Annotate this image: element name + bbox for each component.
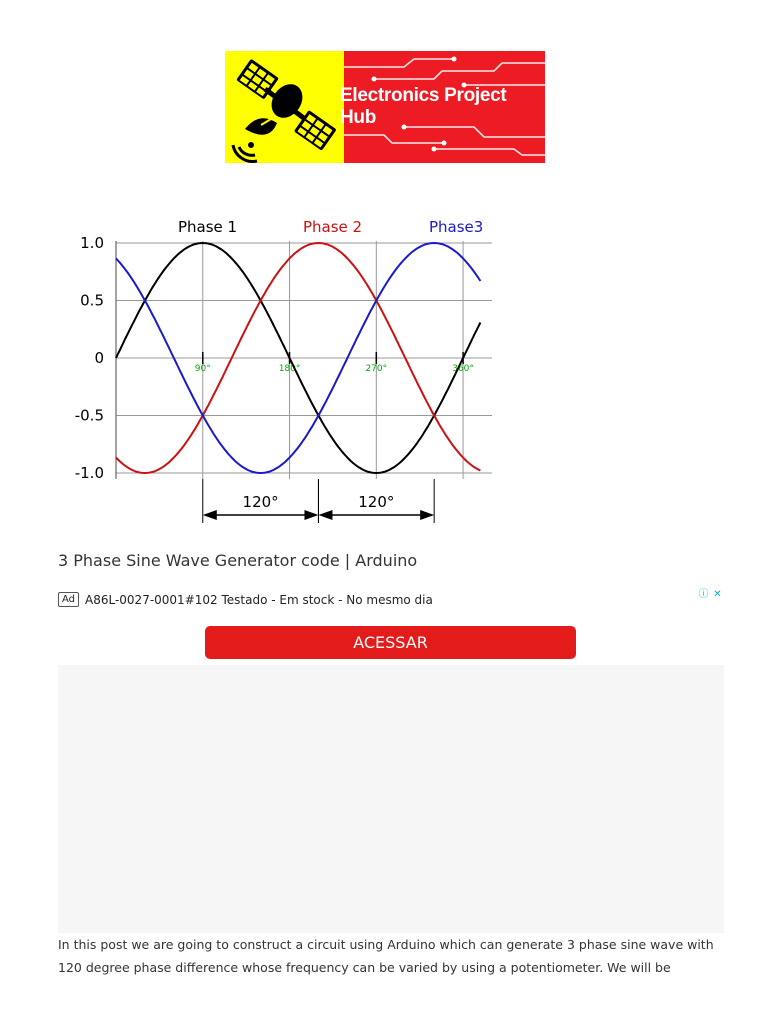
legend-entry-3: Phase3	[429, 218, 484, 236]
satellite-icon	[225, 51, 344, 163]
three-phase-chart-svg	[58, 209, 528, 538]
y-tick-label: -1.0	[74, 464, 104, 482]
ad-banner[interactable]	[58, 586, 724, 664]
annotation-label: 120°	[358, 493, 395, 511]
legend-entry-1: Phase 1	[178, 218, 238, 236]
annotation-arrowhead-left	[318, 510, 332, 520]
annotation-label: 120°	[242, 493, 279, 511]
figure-caption: 3 Phase Sine Wave Generator code | Arduino	[58, 551, 418, 570]
y-tick-label: 0	[94, 349, 104, 367]
intro-paragraph: In this post we are going to construct a circuit using Arduino which can generate 3 phase sine wave with 120 degree phase difference whose frequency can be varied by using a potentiometer. We will be	[58, 937, 714, 975]
ad-access-button[interactable]: ACESSAR	[205, 626, 576, 659]
ad-controls	[697, 588, 724, 601]
ad-badge: Ad	[58, 592, 79, 607]
x-tick-label: 180°	[278, 364, 301, 374]
logo-title-panel	[340, 51, 545, 163]
legend-entry-2: Phase 2	[303, 218, 363, 236]
ad-content-area[interactable]	[58, 665, 724, 933]
x-tick-label: 270°	[365, 364, 388, 374]
annotation-arrowhead-left	[203, 510, 217, 520]
logo-title: Electronics Project Hub	[340, 85, 507, 128]
y-tick-label: -0.5	[74, 406, 104, 425]
ad-info-icon[interactable]: ⓘ	[698, 589, 709, 600]
y-tick-label: 0.5	[80, 291, 104, 310]
annotation-arrowhead-right	[304, 510, 318, 520]
annotation-arrowhead-right	[420, 510, 434, 520]
site-logo[interactable]	[225, 51, 545, 163]
y-tick-label: 1.0	[80, 234, 104, 252]
ad-close-icon[interactable]: ✕	[711, 588, 724, 601]
three-phase-chart	[58, 209, 528, 538]
x-tick-label: 90°	[194, 364, 211, 374]
ad-text[interactable]: A86L-0027-0001#102 Testado - Em stock - No mesmo dia	[85, 593, 433, 607]
x-tick-label: 360°	[452, 364, 474, 374]
logo-icon-panel	[225, 51, 344, 163]
